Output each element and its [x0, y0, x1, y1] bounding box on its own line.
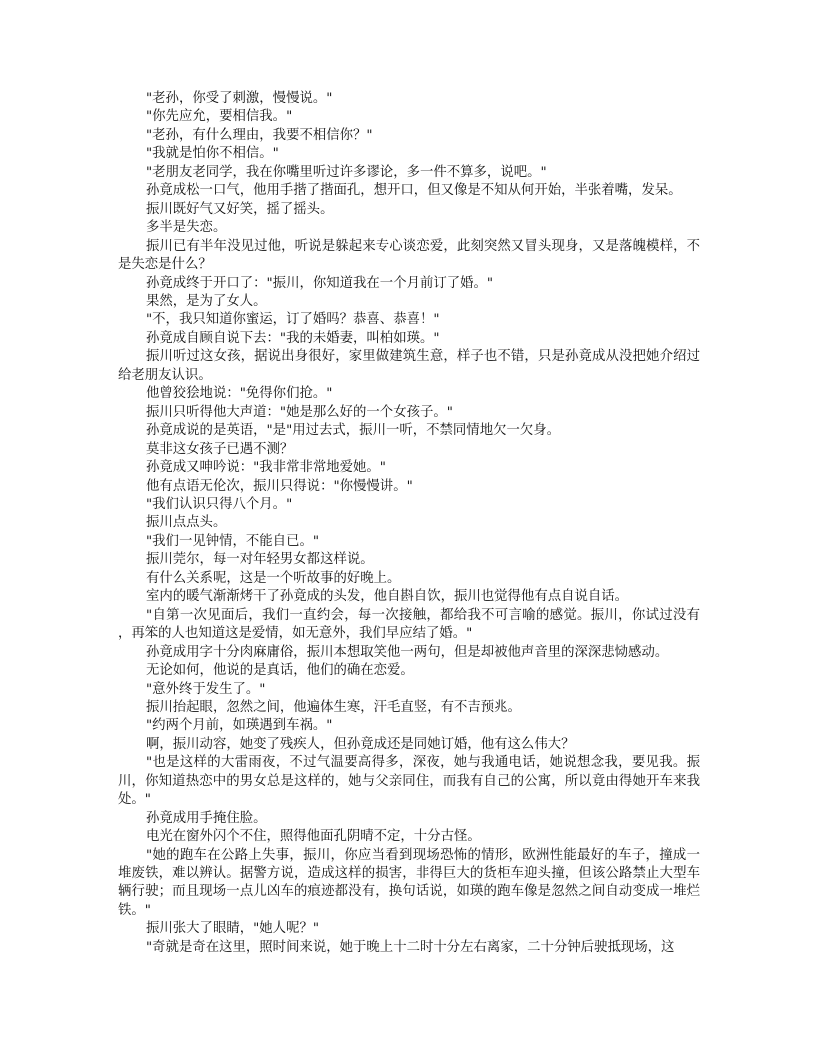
- paragraph: 孙竟成用手掩住脸。: [146, 810, 267, 826]
- paragraph: 孙竟成说的是英语，"是"用过去式，振川一听，不禁同情地欠一欠身。: [146, 423, 561, 439]
- paragraph: 振川既好气又好笑，摇了摇头。: [146, 201, 334, 217]
- paragraph: "我就是怕你不相信。": [146, 146, 279, 162]
- paragraph: "老朋友老同学，我在你嘴里听过许多谬论，多一件不算多，说吧。": [146, 164, 547, 180]
- paragraph: "我们一见钟情，不能自已。": [146, 533, 320, 549]
- paragraph: 振川只听得他大声道："她是那么好的一个女孩子。": [146, 404, 453, 420]
- paragraph: 孙竟成松一口气，他用手揩了揩面孔，想开口，但又像是不知从何开始，半张着嘴，发呆。: [146, 183, 682, 199]
- paragraph: 孙竟成自顾自说下去："我的未婚妻，叫柏如瑛。": [146, 330, 440, 346]
- paragraph: 振川莞尔，每一对年轻男女都这样说。: [146, 552, 374, 568]
- paragraph: 莫非这女孩子已遇不测？: [146, 441, 294, 457]
- paragraph: 振川点点头。: [146, 515, 227, 531]
- paragraph: "奇就是奇在这里，照时间来说，她于晚上十二时十分左右离家，二十分钟后驶抵现场，这: [146, 939, 675, 955]
- paragraph: 孙竟成用字十分肉麻庸俗，振川本想取笑他一两句，但是却被他声音里的深深悲恸感动。: [146, 644, 669, 660]
- paragraph: "老孙，你受了刺激，慢慢说。": [146, 91, 333, 106]
- paragraph: 电光在窗外闪个不住，照得他面孔阴晴不定，十分古怪。: [146, 829, 481, 845]
- paragraph: 他曾狡狯地说："免得你们抢。": [146, 386, 333, 402]
- paragraph: "我们认识只得八个月。": [146, 496, 293, 512]
- paragraph: 多半是失恋。: [146, 220, 227, 236]
- paragraph: 室内的暖气渐渐烤干了孙竟成的头发，他自斟自饮，振川也觉得他有点自说自话。: [146, 589, 629, 605]
- paragraph: "她的跑车在公路上失事，振川，你应当看到现场恐怖的情形，欧洲性能最好的车子，撞成一堆废铁，难以辨认。据警方说，造成这样的损害，非得巨大的货柜车迎头撞，但该公路禁止大型车辆行驶；而且现场一点儿凶车的痕迹都没有，换句话说，如瑛的跑车像是忽然之间自动变成一堆烂铁。": [118, 847, 700, 918]
- paragraph: 孙竟成又呻吟说："我非常非常地爱她。": [146, 460, 386, 476]
- paragraph: 啊，振川动容，她变了残疾人，但孙竟成还是同她订婚，他有这么伟大？: [146, 736, 575, 752]
- paragraph: 振川张大了眼睛，"她人呢？": [146, 921, 320, 937]
- paragraph: "不，我只知道你蜜运，订了婚吗？恭喜、恭喜！": [146, 312, 440, 328]
- paragraph: 振川听过这女孩，据说出身很好，家里做建筑生意，样子也不错，只是孙竟成从没把她介绍过给老朋友认识。: [118, 349, 700, 383]
- paragraph: "老孙，有什么理由，我要不相信你？": [146, 127, 373, 143]
- paragraph: 无论如何，他说的是真话，他们的确在恋爱。: [146, 663, 414, 679]
- paragraph: "意外终于发生了。": [146, 681, 266, 697]
- paragraph: "约两个月前，如瑛遇到车祸。": [146, 718, 333, 734]
- paragraph: 有什么关系呢，这是一个听故事的好晚上。: [146, 570, 401, 586]
- paragraph: "自第一次见面后，我们一直约会，每一次接触，都给我不可言喻的感觉。振川，你试过没有，再笨的人也知道这是爱情，如无意外，我们早应结了婚。": [118, 607, 700, 642]
- paragraph: 振川已有半年没见过他，听说是躲起来专心谈恋爱，此刻突然又冒头现身，又是落魄模样，不是失恋是什么？: [118, 238, 700, 273]
- paragraph: 他有点语无伦次，振川只得说："你慢慢讲。": [146, 478, 413, 494]
- paragraph: 果然，是为了女人。: [146, 293, 267, 309]
- paragraph: "也是这样的大雷雨夜，不过气温要高得多，深夜，她与我通电话，她说想念我，要见我。振川，你知道热恋中的男女总是这样的，她与父亲同住，而我有自己的公寓，所以竟由得她开车来我处。": [118, 755, 700, 808]
- document-page: [118, 90, 700, 957]
- paragraph: 振川抬起眼，忽然之间，他遍体生寒，汗毛直竖，有不吉预兆。: [146, 699, 521, 715]
- paragraph: "你先应允，要相信我。": [146, 109, 293, 125]
- paragraph: 孙竟成终于开口了："振川，你知道我在一个月前订了婚。": [146, 275, 494, 291]
